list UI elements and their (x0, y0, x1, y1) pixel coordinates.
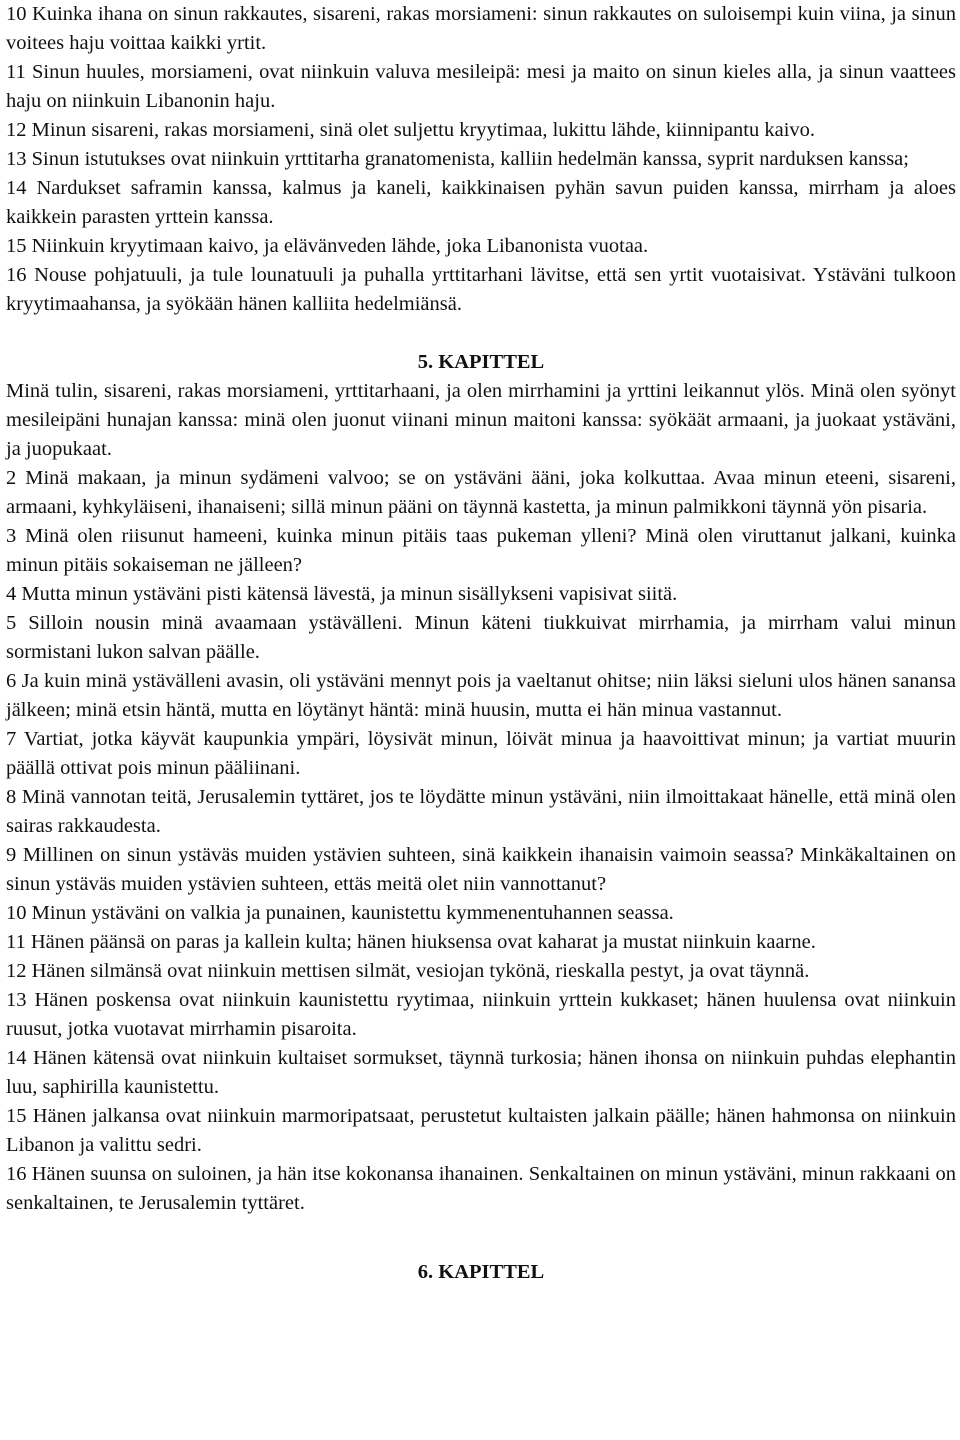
verse-4-16: 16 Nouse pohjatuuli, ja tule lounatuuli ja puhalla yrttitarhani lävitse, että sen yrtit vuotaisivat. Ystäväni tulkoon kryytimaahansa, ja syökään hänen kalliita hedelmiänsä. (6, 264, 956, 315)
chapter5-body (6, 377, 956, 1218)
chapter4-tail (6, 0, 956, 319)
section-gap (6, 319, 956, 348)
section-gap (6, 1218, 956, 1258)
verse-5-14: 14 Hänen kätensä ovat niinkuin kultaiset sormukset, täynnä turkosia; hänen ihonsa on niinkuin puhdas elephantin luu, saphirilla kaunistettu. (6, 1047, 956, 1098)
verse-5-9: 9 Millinen on sinun ystäväs muiden ystävien suhteen, sinä kaikkein ihanaisin vaimoin seassa? Minkäkaltainen on sinun ystäväs muiden ystävien suhteen, ettäs meitä olet niin vannottanut? (6, 844, 956, 895)
verse-5-4: 4 Mutta minun ystäväni pisti kätensä lävestä, ja minun sisällykseni vapisivat siitä. (6, 583, 678, 605)
verse-4-13: 13 Sinun istutukses ovat niinkuin yrttitarha granatomenista, kalliin hedelmän kanssa, syprit narduksen kanssa; (6, 148, 909, 170)
verse-5-6: 6 Ja kuin minä ystävälleni avasin, oli ystäväni mennyt pois ja vaeltanut ohitse; niin läksi sieluni ulos hänen sanansa jälkeen; minä etsin häntä, mutta en löytänyt häntä: minä huusin, mutta ei hän minua vastannut. (6, 670, 956, 721)
verse-5-1: Minä tulin, sisareni, rakas morsiameni, yrttitarhaani, ja olen mirrhamini ja yrttini leikannut ylös. Minä olen syönyt mesileipäni hunajan kanssa: minä olen juonut viinani minun maitoni kanssa: syökäät armaani, ja juokaat ystäväni, ja juopukaat. (6, 380, 956, 460)
verse-5-2: 2 Minä makaan, ja minun sydämeni valvoo; se on ystäväni ääni, joka kolkuttaa. Avaa minun eteeni, sisareni, armaani, kyhkyläiseni, ihanaiseni; sillä minun pääni on täynnä kastetta, ja minun palmikkoni täynnä yön pisaria. (6, 467, 956, 518)
chapter6-heading: 6. KAPITTEL (417, 1261, 545, 1283)
verse-5-5: 5 Silloin nousin minä avaamaan ystävälleni. Minun käteni tiukkuivat mirrhamia, ja mirrham valui minun sormistani lukon salvan päälle. (6, 612, 956, 663)
verse-5-13: 13 Hänen poskensa ovat niinkuin kaunistettu ryytimaa, niinkuin yrttein kukkaset; hänen huulensa ovat niinkuin ruusut, jotka vuotavat mirrhamin pisaroita. (6, 989, 956, 1040)
verse-4-12: 12 Minun sisareni, rakas morsiameni, sinä olet suljettu kryytimaa, lukittu lähde, kiinnipantu kaivo. (6, 119, 816, 141)
verse-5-3: 3 Minä olen riisunut hameeni, kuinka minun pitäis taas pukeman ylleni? Minä olen viruttanut jalkani, kuinka minun pitäis sokaiseman ne jälleen? (6, 525, 956, 576)
verse-4-15: 15 Niinkuin kryytimaan kaivo, ja elävänveden lähde, joka Libanonista vuotaa. (6, 235, 649, 257)
verse-5-8: 8 Minä vannotan teitä, Jerusalemin tyttäret, jos te löydätte minun ystäväni, niin ilmoittakaat hänelle, että minä olen sairas rakkaudesta. (6, 786, 956, 837)
verse-5-16: 16 Hänen suunsa on suloinen, ja hän itse kokonansa ihanainen. Senkaltainen on minun ystäväni, minun rakkaani on senkaltainen, te Jerusalemin tyttäret. (6, 1163, 956, 1214)
verse-5-11: 11 Hänen päänsä on paras ja kallein kulta; hänen hiuksensa ovat kaharat ja mustat niinkuin kaarne. (6, 931, 816, 953)
verse-4-14: 14 Nardukset saframin kanssa, kalmus ja kaneli, kaikkinaisen pyhän savun puiden kanssa, mirrham ja aloes kaikkein parasten yrttein kanssa. (6, 177, 956, 228)
verse-5-12: 12 Hänen silmänsä ovat niinkuin mettisen silmät, vesiojan tykönä, rieskalla pestyt, ja ovat täynnä. (6, 960, 810, 982)
verse-5-10: 10 Minun ystäväni on valkia ja punainen, kaunistettu kymmenentuhannen seassa. (6, 902, 674, 924)
verse-5-7: 7 Vartiat, jotka käyvät kaupunkia ympäri, löysivät minun, löivät minua ja haavoittivat minun; ja vartiat muurin päällä ottivat pois minun pääliinani. (6, 728, 956, 779)
verse-5-15: 15 Hänen jalkansa ovat niinkuin marmoripatsaat, perustetut kultaisten jalkain päälle; hänen hahmonsa on niinkuin Libanon ja valittu sedri. (6, 1105, 956, 1156)
verse-4-10: 10 Kuinka ihana on sinun rakkautes, sisareni, rakas morsiameni: sinun rakkautes on suloisempi kuin viina, ja sinun voitees haju voittaa kaikki yrtit. (6, 3, 956, 54)
verse-4-11: 11 Sinun huules, morsiameni, ovat niinkuin valuva mesileipä: mesi ja maito on sinun kieles alla, ja sinun vaattees haju on niinkuin Libanonin haju. (6, 61, 956, 112)
chapter5-heading: 5. KAPITTEL (417, 351, 545, 373)
